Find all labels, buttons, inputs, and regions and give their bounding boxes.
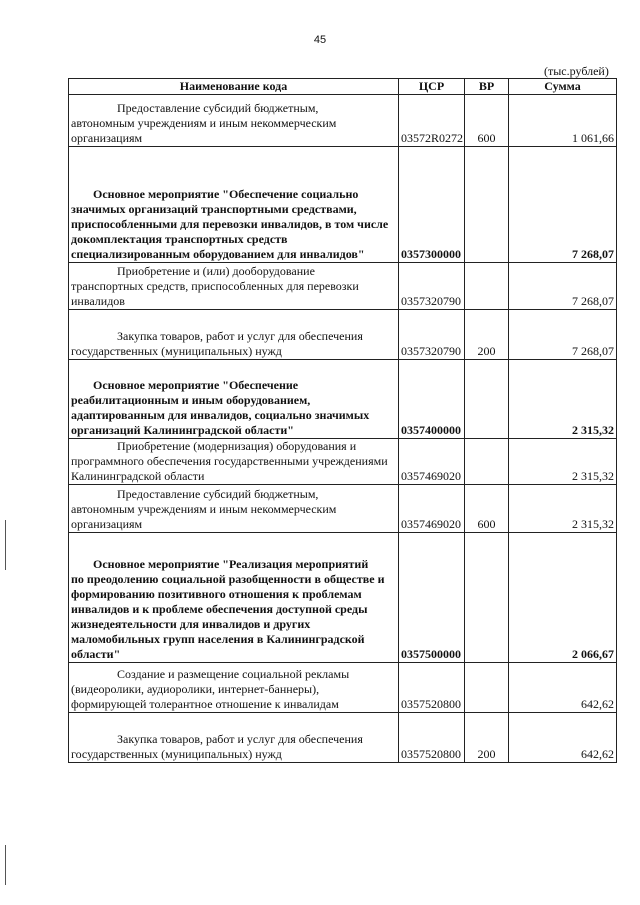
table-row (69, 95, 617, 147)
row-csr: 0357500000 (399, 533, 465, 663)
row-vr (465, 533, 509, 663)
row-name-rest: (видеоролики, аудиоролики, интернет-баннеры), формирующей толерантное отношение к инвалидам (71, 682, 339, 711)
row-name-first: Создание и размещение социальной рекламы (117, 667, 350, 681)
row-name-first: Закупка товаров, работ и услуг для обеспечения (117, 732, 363, 746)
row-name (69, 310, 399, 360)
row-csr: 0357469020 (399, 485, 465, 533)
row-vr: 600 (465, 95, 509, 147)
table-header-row (69, 79, 617, 95)
row-sum: 7 268,07 (509, 263, 617, 310)
row-name (69, 439, 399, 485)
row-name-rest: государственных (муниципальных) нужд (71, 747, 282, 761)
row-vr (465, 439, 509, 485)
table-row (69, 263, 617, 310)
row-name (69, 263, 399, 310)
row-name-first: Закупка товаров, работ и услуг для обеспечения (117, 329, 363, 343)
row-name (69, 360, 399, 439)
header-name: Наименование кода (69, 79, 399, 95)
row-csr: 0357320790 (399, 310, 465, 360)
row-name-rest: автономным учреждениям и иным некоммерческим организациям (71, 502, 337, 531)
table-row (69, 360, 617, 439)
row-csr: 0357520800 (399, 713, 465, 763)
row-name (69, 485, 399, 533)
row-csr: 0357320790 (399, 263, 465, 310)
page-number: 45 (313, 34, 327, 46)
table-row (69, 663, 617, 713)
row-csr: 0357469020 (399, 439, 465, 485)
row-vr: 600 (465, 485, 509, 533)
row-name (69, 533, 399, 663)
row-name-rest: значимых организаций транспортными средствами, приспособленными для перевозки инвалидов, в том числе докомплектация транспортных средств специализированным оборудованием для инвалидов" (71, 202, 389, 261)
header-csr: ЦСР (399, 79, 465, 95)
row-name (69, 147, 399, 263)
row-name (69, 663, 399, 713)
row-sum: 7 268,07 (509, 147, 617, 263)
header-vr: ВР (465, 79, 509, 95)
table-row (69, 439, 617, 485)
row-name-rest: автономным учреждениям и иным некоммерческим организациям (71, 116, 337, 145)
row-name-rest: реабилитационным и иным оборудованием, адаптированным для инвалидов, социально значимых организаций Калининградской области" (71, 393, 370, 437)
table-row (69, 485, 617, 533)
row-name-first: Основное мероприятие "Обеспечение социально (93, 187, 359, 201)
row-csr: 0357400000 (399, 360, 465, 439)
table-row (69, 533, 617, 663)
row-sum: 2 315,32 (509, 439, 617, 485)
row-name-rest: по преодолению социальной разобщенности в обществе и формированию позитивного отношения к проблемам инвалидов и к проблеме обеспечения доступной среды жизнедеятельности для инвалидов и других маломобильных групп населения в Калининградской области" (71, 572, 385, 661)
row-sum: 2 315,32 (509, 485, 617, 533)
row-sum: 1 061,66 (509, 95, 617, 147)
row-name (69, 713, 399, 763)
row-csr: 03572R0272 (399, 95, 465, 147)
row-vr (465, 263, 509, 310)
table-row (69, 713, 617, 763)
row-vr (465, 663, 509, 713)
scan-artifact-line (5, 845, 6, 885)
budget-table (68, 78, 617, 763)
table-row (69, 147, 617, 263)
row-sum: 2 315,32 (509, 360, 617, 439)
row-csr: 0357520800 (399, 663, 465, 713)
row-name-first: Основное мероприятие "Реализация мероприятий (93, 557, 369, 571)
row-sum: 642,62 (509, 713, 617, 763)
row-vr: 200 (465, 713, 509, 763)
scan-artifact-line (5, 520, 6, 570)
units-label: (тыс.рублей) (544, 64, 609, 78)
header-sum: Сумма (509, 79, 617, 95)
row-vr: 200 (465, 310, 509, 360)
row-csr: 0357300000 (399, 147, 465, 263)
table-row (69, 310, 617, 360)
row-name-first: Основное мероприятие "Обеспечение (93, 378, 299, 392)
row-name-rest: государственных (муниципальных) нужд (71, 344, 282, 358)
row-name-rest: программного обеспечения государственными учреждениями Калининградской области (71, 454, 388, 483)
row-sum: 2 066,67 (509, 533, 617, 663)
row-vr (465, 360, 509, 439)
row-vr (465, 147, 509, 263)
row-sum: 7 268,07 (509, 310, 617, 360)
row-name-first: Предоставление субсидий бюджетным, (117, 101, 319, 115)
row-name (69, 95, 399, 147)
row-name-rest: транспортных средств, приспособленных для перевозки инвалидов (71, 279, 359, 308)
row-name-first: Приобретение и (или) дооборудование (117, 264, 315, 278)
row-name-first: Приобретение (модернизация) оборудования и (117, 439, 357, 453)
row-sum: 642,62 (509, 663, 617, 713)
row-name-first: Предоставление субсидий бюджетным, (117, 487, 319, 501)
